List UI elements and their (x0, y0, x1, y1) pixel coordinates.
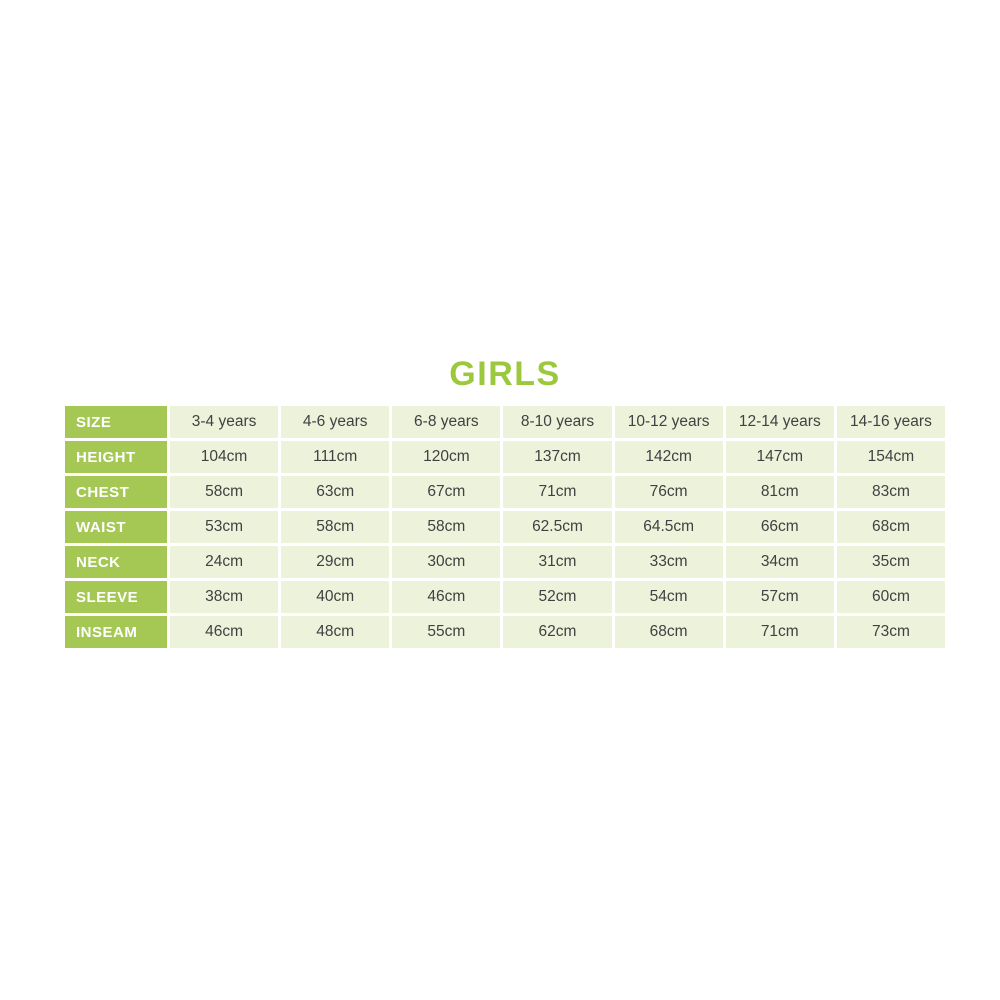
value-cell: 111cm (281, 441, 389, 473)
value-cell: 30cm (392, 546, 500, 578)
row-header-size: SIZE (65, 406, 167, 438)
row-header-sleeve: SLEEVE (65, 581, 167, 613)
value-cell: 31cm (503, 546, 611, 578)
value-cell: 24cm (170, 546, 278, 578)
value-cell: 66cm (726, 511, 834, 543)
row-header-neck: NECK (65, 546, 167, 578)
value-cell: 38cm (170, 581, 278, 613)
table-row (65, 616, 945, 648)
value-cell: 147cm (726, 441, 834, 473)
value-cell: 104cm (170, 441, 278, 473)
column-header-cell: 10-12 years (615, 406, 723, 438)
value-cell: 73cm (837, 616, 945, 648)
value-cell: 62.5cm (503, 511, 611, 543)
column-header-cell: 8-10 years (503, 406, 611, 438)
table-row (65, 476, 945, 508)
column-header-cell: 6-8 years (392, 406, 500, 438)
value-cell: 81cm (726, 476, 834, 508)
value-cell: 55cm (392, 616, 500, 648)
row-header-waist: WAIST (65, 511, 167, 543)
value-cell: 76cm (615, 476, 723, 508)
value-cell: 63cm (281, 476, 389, 508)
value-cell: 35cm (837, 546, 945, 578)
value-cell: 58cm (170, 476, 278, 508)
value-cell: 53cm (170, 511, 278, 543)
value-cell: 40cm (281, 581, 389, 613)
value-cell: 58cm (392, 511, 500, 543)
row-header-chest: CHEST (65, 476, 167, 508)
row-header-height: HEIGHT (65, 441, 167, 473)
value-cell: 68cm (615, 616, 723, 648)
value-cell: 46cm (392, 581, 500, 613)
value-cell: 68cm (837, 511, 945, 543)
table-row (65, 441, 945, 473)
value-cell: 48cm (281, 616, 389, 648)
value-cell: 142cm (615, 441, 723, 473)
value-cell: 33cm (615, 546, 723, 578)
value-cell: 62cm (503, 616, 611, 648)
value-cell: 60cm (837, 581, 945, 613)
value-cell: 71cm (503, 476, 611, 508)
value-cell: 120cm (392, 441, 500, 473)
value-cell: 46cm (170, 616, 278, 648)
value-cell: 83cm (837, 476, 945, 508)
value-cell: 52cm (503, 581, 611, 613)
value-cell: 58cm (281, 511, 389, 543)
value-cell: 34cm (726, 546, 834, 578)
column-header-cell: 3-4 years (170, 406, 278, 438)
value-cell: 29cm (281, 546, 389, 578)
table-row (65, 511, 945, 543)
column-header-cell: 4-6 years (281, 406, 389, 438)
row-header-inseam: INSEAM (65, 616, 167, 648)
size-chart-sheet (62, 356, 948, 651)
value-cell: 57cm (726, 581, 834, 613)
column-header-cell: 12-14 years (726, 406, 834, 438)
value-cell: 71cm (726, 616, 834, 648)
page-title: GIRLS (449, 355, 561, 393)
value-cell: 154cm (837, 441, 945, 473)
size-chart-table (62, 403, 948, 651)
column-header-cell: 14-16 years (837, 406, 945, 438)
value-cell: 64.5cm (615, 511, 723, 543)
table-row (65, 546, 945, 578)
value-cell: 54cm (615, 581, 723, 613)
value-cell: 67cm (392, 476, 500, 508)
value-cell: 137cm (503, 441, 611, 473)
table-header-row (65, 406, 945, 438)
table-row (65, 581, 945, 613)
